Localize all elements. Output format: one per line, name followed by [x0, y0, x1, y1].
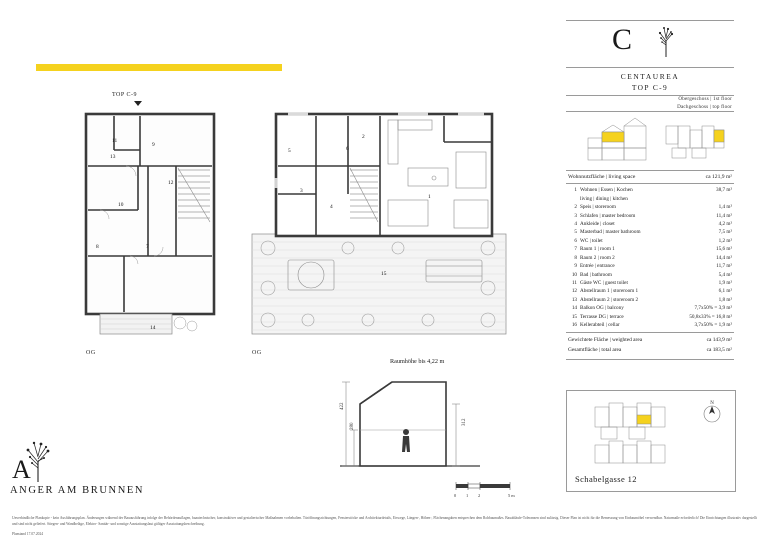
compass-icon — [699, 399, 725, 425]
room-number: 13 — [110, 154, 116, 160]
room-index: 14 — [571, 305, 577, 312]
room-area: 11,7 m² — [716, 263, 732, 270]
room-name: Gäste WC | guest toilet — [580, 279, 628, 286]
table-row — [568, 220, 732, 228]
unit-code: TOP C-9 — [631, 83, 669, 92]
room-index: 4 — [574, 220, 577, 227]
room-schedule — [566, 184, 734, 332]
room-name: Ankleide | closet — [580, 220, 615, 227]
room-number: 9 — [152, 142, 155, 148]
table-row — [568, 186, 732, 194]
north-arrow-icon — [134, 101, 142, 106]
scale-bar — [452, 478, 524, 504]
weighted-area-label: Gewichtete Fläche | weighted area — [568, 337, 643, 344]
section-title: Raumhöhe bis 4,22 m — [390, 358, 445, 365]
room-number: 12 — [168, 180, 174, 186]
room-name: Kellerabteil | cellar — [580, 322, 620, 329]
room-name: WC | toilet — [580, 237, 603, 244]
floor-line-2: Dachgeschoss | top floor — [677, 103, 732, 110]
floorplan-og-right — [248, 108, 510, 340]
building-section — [330, 370, 530, 470]
table-row — [568, 271, 732, 279]
room-area: 11,4 m² — [716, 212, 732, 219]
room-area: 1,2 m² — [718, 237, 732, 244]
scale-tick: 0 — [454, 493, 457, 498]
dimension-top: 422 — [340, 402, 345, 410]
table-row — [568, 313, 732, 321]
room-name: Abstellraum 2 | storeroom 2 — [580, 296, 639, 303]
room-area: 14,4 m² — [716, 254, 732, 261]
room-index: 13 — [571, 296, 577, 303]
room-index: 10 — [571, 271, 577, 278]
room-name: Raum 1 | room 1 — [580, 246, 615, 253]
room-area: 50,8x33% = 16,8 m² — [689, 313, 732, 320]
project-logo — [566, 21, 734, 67]
room-name: Schlafen | master bedroom — [580, 212, 636, 219]
dimension-mid: 280 — [350, 422, 355, 430]
room-index: 3 — [574, 212, 577, 219]
living-space-label: Wohnnutzfläche | living space — [568, 174, 636, 181]
room-number: 3 — [300, 188, 303, 194]
accent-bar — [36, 64, 282, 71]
room-index: 12 — [571, 288, 577, 295]
room-number: 5 — [288, 148, 291, 154]
room-area: 3,7x50% = 1,9 m² — [694, 322, 732, 329]
room-number: 14 — [150, 325, 156, 331]
room-number: 6 — [346, 146, 349, 152]
scale-tick: 1 — [466, 493, 469, 498]
room-area: 15,6 m² — [716, 246, 732, 253]
table-row — [568, 245, 732, 253]
info-panel — [566, 20, 734, 360]
room-area: 1,8 m² — [718, 296, 732, 303]
room-number: 10 — [118, 202, 124, 208]
room-index: 5 — [574, 229, 577, 236]
table-row — [568, 262, 732, 270]
room-area: 7,5 m² — [718, 229, 732, 236]
room-index: 7 — [574, 246, 577, 253]
room-name: Bad | bathroom — [580, 271, 612, 278]
table-row — [568, 228, 732, 236]
room-number: 1 — [428, 194, 431, 200]
room-number: 15 — [381, 271, 387, 277]
room-name: Raum 2 | room 2 — [580, 254, 615, 261]
table-row — [568, 287, 732, 295]
table-row — [568, 279, 732, 287]
plan-date: Planstand 17.07.2024 — [12, 532, 44, 536]
tree-icon — [652, 23, 680, 57]
room-index: 1 — [574, 187, 577, 194]
table-row — [568, 321, 732, 329]
room-subtitle: living | dining | kitchen — [580, 195, 628, 202]
total-row — [568, 336, 732, 345]
table-row — [568, 254, 732, 262]
plan-top-label: TOP C-9 — [112, 92, 138, 98]
room-index: 8 — [574, 254, 577, 261]
left-floor-label: OG — [86, 350, 96, 356]
table-row — [568, 237, 732, 245]
project-code: CENTAUREA — [620, 72, 680, 81]
floorplan-og-left — [80, 110, 220, 340]
room-index: 16 — [571, 322, 577, 329]
room-name: Speis | storeroom — [580, 204, 616, 211]
room-index: 2 — [574, 204, 577, 211]
room-number: 4 — [330, 204, 333, 210]
room-name: Wohnen | Essen | Kochen — [580, 187, 633, 194]
room-area: 1,4 m² — [718, 204, 732, 211]
room-name: Entrée | entrance — [580, 263, 615, 270]
scale-tick: 2 — [478, 493, 481, 498]
disclaimer-text: Unverbindliche Plankopie - kein Ausführungsplan. Änderungen während der Bauausführung infolge der Behördenauflagen, baautechnischer, konstruktiver und gestalterischer Maßnahmen vorbehalten. Türöffnungsrichtungen, Fensterstöcke und Architekturdetails, Eiswege, Längen-, Höhen-, Flächenangaben entsprechen dem Rohbaumaßes. Bauabläufe-Toleranzen sind zulässig. Dieser Plan ist nicht für die Bemessung von Einbaumöbel verwendbar. Naturmaße erforderlich! Die Einrichtungen illustrativ dargestellt und sind nicht geliefert. Stiegen- und Wandbeläge, Elektro- Sanitär- und sonstige Ausstattungslaut gültiger Ausstattungsbeschreibung. — [12, 516, 757, 526]
table-row — [568, 296, 732, 304]
room-index: 9 — [574, 263, 577, 270]
room-area: 5,4 m² — [718, 271, 732, 278]
room-index: 6 — [574, 237, 577, 244]
room-number: 2 — [362, 134, 365, 140]
total-row — [568, 346, 732, 355]
room-area: 38,7 m² — [716, 187, 732, 194]
totals-block — [566, 333, 734, 358]
key-plan-diagrams — [566, 112, 734, 170]
room-area: 4,2 m² — [718, 220, 732, 227]
living-space-summary — [566, 171, 734, 183]
scale-tick: 5 m — [508, 493, 515, 498]
table-row — [568, 212, 732, 220]
site-plan-block — [566, 390, 736, 492]
logo-letter: C — [612, 23, 634, 56]
room-number: 7 — [146, 244, 149, 250]
room-area: 6,1 m² — [718, 288, 732, 295]
room-index: 11 — [572, 279, 577, 286]
room-area: 1,9 m² — [718, 279, 732, 286]
divider — [566, 359, 734, 360]
table-row — [568, 304, 732, 312]
address-label: Schabelgasse 12 — [575, 474, 637, 484]
weighted-area-value: ca 143,9 m² — [706, 337, 732, 344]
room-name: Masterbad | master bathroom — [580, 229, 641, 236]
table-row — [568, 203, 732, 211]
table-row — [568, 195, 732, 203]
room-area: 7,7x50% = 3,9 m² — [694, 305, 732, 312]
living-space-value: ca 121,9 m² — [705, 174, 732, 181]
room-name: Abstellraum 1 | storeroom 1 — [580, 288, 639, 295]
room-number: 8 — [96, 244, 99, 250]
room-number: 11 — [112, 138, 118, 144]
brand-letter: A — [12, 455, 31, 484]
total-area-label: Gesamtfläche | total area — [568, 346, 622, 353]
svg-text:N: N — [710, 401, 714, 406]
right-floor-label: OG — [252, 350, 262, 356]
total-area-value: ca 183,5 m² — [706, 346, 732, 353]
room-index: 15 — [571, 313, 577, 320]
floor-line-1: Obergeschoss | 1st floor — [678, 96, 732, 102]
room-name: Terrasse DG | terrace — [580, 313, 624, 320]
room-name: Balkon OG | balcony — [580, 305, 624, 312]
brand-name: ANGER AM BRUNNEN — [10, 485, 145, 496]
dimension-right: 312 — [462, 418, 467, 426]
